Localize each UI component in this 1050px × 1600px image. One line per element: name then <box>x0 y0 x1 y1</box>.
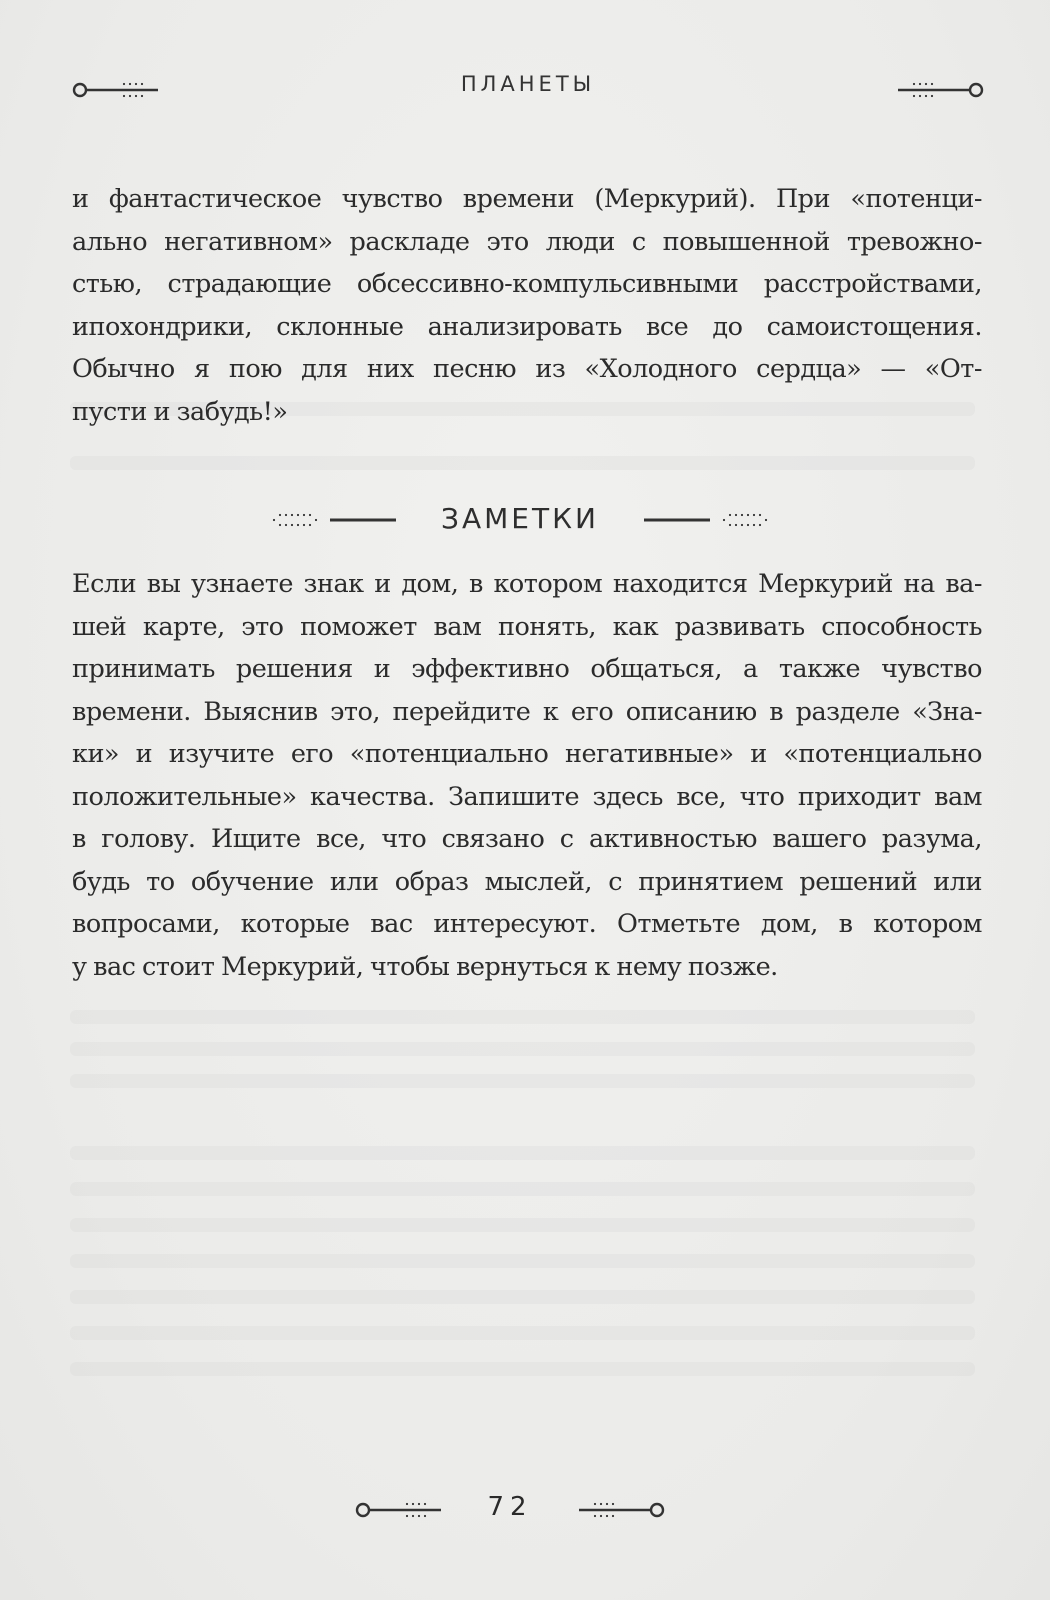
page-footer <box>355 1490 665 1530</box>
text-line: вопросами, которые вас интересуют. Отметьте дом, в котором <box>72 909 982 939</box>
bleed-through-mark <box>70 1010 975 1024</box>
text-line: Обычно я пою для них песню из «Холодного сердца» — «От- <box>72 354 982 384</box>
bleed-through-mark <box>70 1146 975 1160</box>
dots-line-circle-icon <box>575 1500 665 1520</box>
bleed-through-mark <box>70 1326 975 1340</box>
text-line: принимать решения и эффективно общаться, а также чувство <box>72 654 982 684</box>
text-line: ально негативном» раскладе это люди с повышенной тревожно- <box>72 226 982 257</box>
text-line: будь то обучение или образ мыслей, с принятием решений или <box>72 866 982 897</box>
running-title: ПЛАНЕТЫ <box>460 72 596 96</box>
dots-line-circle-icon <box>894 80 984 100</box>
bleed-through-mark <box>70 1290 975 1304</box>
dash-dots-icon <box>640 512 770 528</box>
bleed-through-mark <box>70 1254 975 1268</box>
notes-paragraph <box>72 563 982 988</box>
text-line: и фантастическое чувство времени (Меркурий). При «потенци- <box>72 184 982 214</box>
text-line: у вас стоит Меркурий, чтобы вернуться к нему позже. <box>72 951 778 982</box>
text-line: стью, страдающие обсессивно-компульсивными расстройствами, <box>72 269 982 299</box>
text-line: шей карте, это поможет вам понять, как развивать способность <box>72 611 982 642</box>
bleed-through-mark <box>70 1182 975 1196</box>
body-paragraph <box>72 178 982 433</box>
text-line: положительные» качества. Запишите здесь все, что приходит вам <box>72 781 982 812</box>
running-header <box>72 68 984 108</box>
page-number: 72 <box>487 1492 533 1522</box>
text-line: ки» и изучите его «потенциально негативные» и «потенциально <box>72 739 982 769</box>
text-line: в голову. Ищите все, что связано с активностью вашего разума, <box>72 824 982 854</box>
text-line: ипохондрики, склонные анализировать все до самоистощения. <box>72 311 982 342</box>
bleed-through-mark <box>70 1042 975 1056</box>
bleed-through-mark <box>70 1218 975 1232</box>
text-line: Если вы узнаете знак и дом, в котором находится Меркурий на ва- <box>72 569 982 599</box>
bleed-through-mark <box>70 1362 975 1376</box>
section-heading <box>270 500 770 540</box>
section-title: ЗАМЕТКИ <box>441 502 599 535</box>
bleed-through-mark <box>70 456 975 470</box>
text-line: пусти и забудь!» <box>72 396 288 427</box>
bleed-through-mark <box>70 1074 975 1088</box>
text-line: времени. Выяснив это, перейдите к его описанию в разделе «Зна- <box>72 696 982 727</box>
